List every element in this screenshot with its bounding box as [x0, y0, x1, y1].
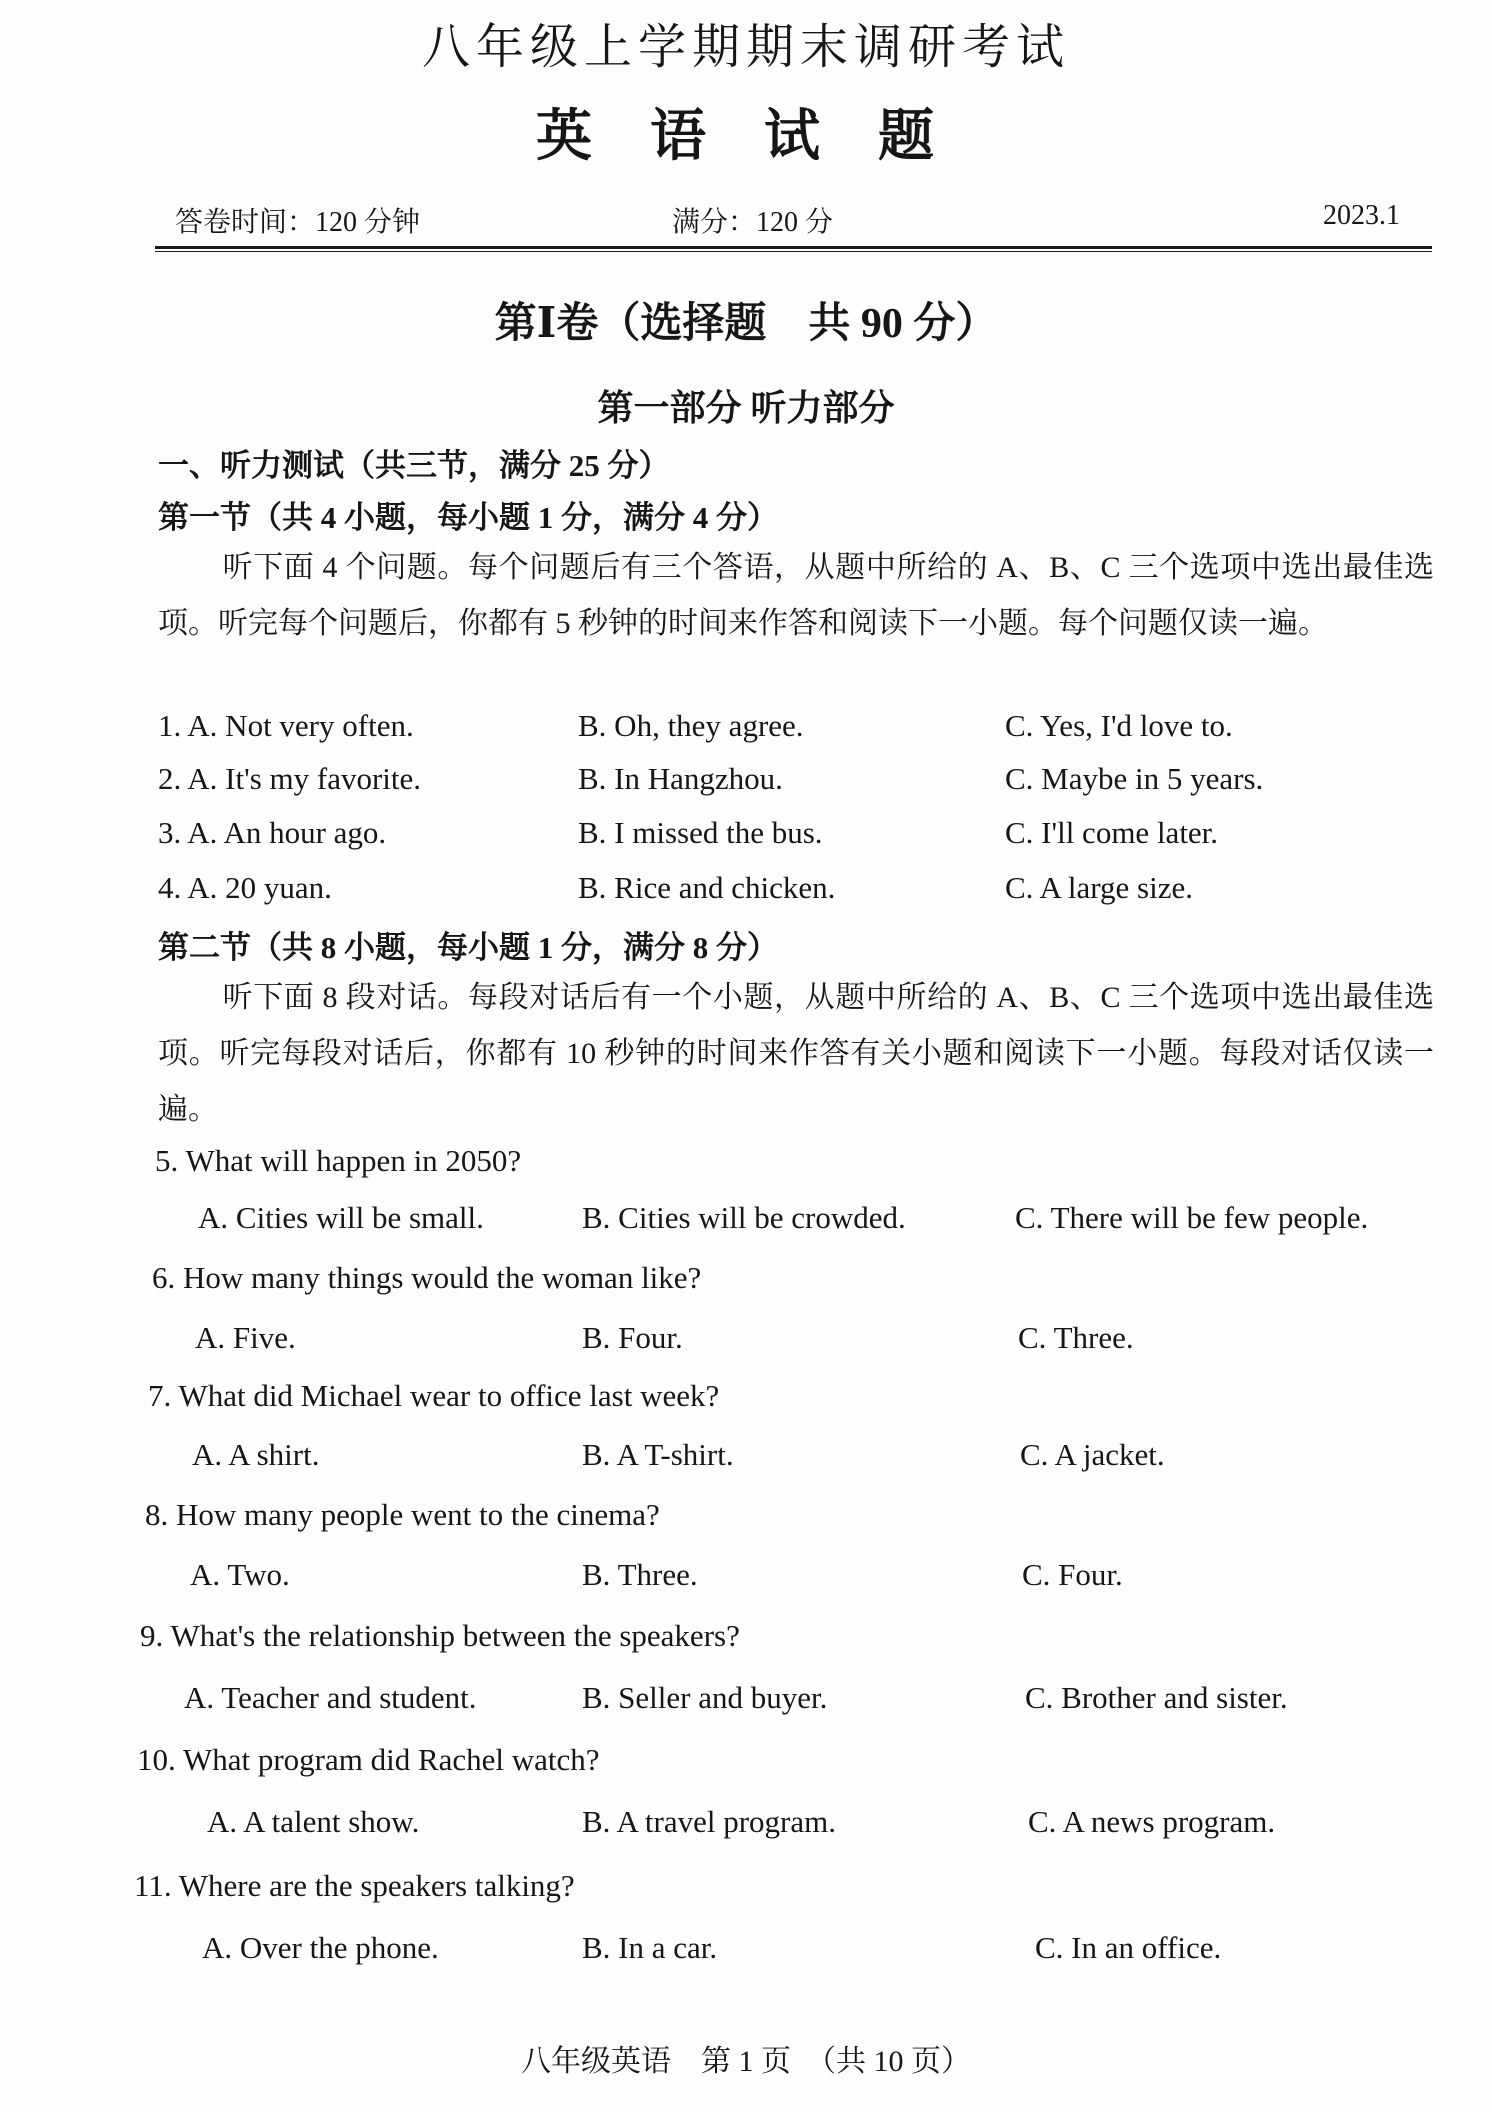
q10-option-b: B. A travel program. — [582, 1804, 836, 1839]
q11-question: 11. Where are the speakers talking? — [134, 1868, 575, 1903]
q5-question: 5. What will happen in 2050? — [155, 1143, 522, 1178]
q5-option-a: A. Cities will be small. — [198, 1200, 484, 1235]
q2-option-b: B. In Hangzhou. — [578, 761, 783, 796]
q10-option-a: A. A talent show. — [207, 1804, 420, 1839]
q6-option-b: B. Four. — [582, 1320, 683, 1355]
exam-title: 八年级上学期期末调研考试 — [421, 21, 1070, 74]
q1-option-b: B. Oh, they agree. — [578, 708, 804, 743]
q5-option-c: C. There will be few people. — [1015, 1200, 1369, 1235]
q4-option-b: B. Rice and chicken. — [578, 870, 836, 905]
subject-title: 英 语 试 题 — [536, 106, 956, 168]
section1-heading: 第一节（共 4 小题，每小题 1 分，满分 4 分） — [158, 500, 778, 535]
q8-option-a: A. Two. — [190, 1557, 290, 1592]
q2-option-c: C. Maybe in 5 years. — [1005, 761, 1264, 796]
q6-option-a: A. Five. — [195, 1320, 296, 1355]
q7-option-c: C. A jacket. — [1020, 1437, 1165, 1472]
q11-option-b: B. In a car. — [582, 1930, 718, 1965]
q8-option-c: C. Four. — [1022, 1557, 1123, 1592]
q9-question: 9. What's the relationship between the speakers? — [140, 1618, 740, 1653]
q9-option-a: A. Teacher and student. — [184, 1680, 477, 1715]
section2-heading: 第二节（共 8 小题，每小题 1 分，满分 8 分） — [158, 930, 778, 965]
exam-date: 2023.1 — [1323, 200, 1400, 231]
q6-question: 6. How many things would the woman like? — [152, 1260, 702, 1295]
q7-question: 7. What did Michael wear to office last week? — [148, 1378, 720, 1413]
header-rule — [155, 246, 1432, 252]
section2-instructions-text: 听下面 8 段对话。每段对话后有一个小题，从题中所给的 A、B、C 三个选项中选出最佳选项。听完每段对话后，你都有 10 秒钟的时间来作答有关小题和阅读下一小题。每段对话仅读一遍。 — [158, 981, 1434, 1126]
q4-option-c: C. A large size. — [1005, 870, 1193, 905]
q10-option-c: C. A news program. — [1028, 1804, 1276, 1839]
q11-option-c: C. In an office. — [1035, 1930, 1222, 1965]
q6-option-c: C. Three. — [1018, 1320, 1134, 1355]
q7-option-a: A. A shirt. — [192, 1437, 320, 1472]
q3-option-b: B. I missed the bus. — [578, 815, 823, 850]
q1-option-c: C. Yes, I'd love to. — [1005, 708, 1233, 743]
q7-option-b: B. A T-shirt. — [582, 1437, 734, 1472]
page-footer: 八年级英语 第 1 页 （共 10 页） — [521, 2045, 971, 2078]
q4-option-a: 4. A. 20 yuan. — [158, 870, 332, 905]
q9-option-b: B. Seller and buyer. — [582, 1680, 828, 1715]
section-heading: 一、听力测试（共三节，满分 25 分） — [158, 448, 670, 483]
q1-option-a: 1. A. Not very often. — [158, 708, 414, 743]
q8-question: 8. How many people went to the cinema? — [145, 1497, 660, 1532]
section2-instructions — [158, 970, 1434, 1138]
section1-instructions — [158, 540, 1434, 652]
full-score: 满分：120 分 — [672, 207, 834, 238]
q9-option-c: C. Brother and sister. — [1025, 1680, 1288, 1715]
q3-option-a: 3. A. An hour ago. — [158, 815, 387, 850]
q3-option-c: C. I'll come later. — [1005, 815, 1219, 850]
q8-option-b: B. Three. — [582, 1557, 698, 1592]
section1-instructions-text: 听下面 4 个问题。每个问题后有三个答语，从题中所给的 A、B、C 三个选项中选出最佳选项。听完每个问题后，你都有 5 秒钟的时间来作答和阅读下一小题。每个问题仅读一遍。 — [158, 551, 1434, 640]
q10-question: 10. What program did Rachel watch? — [137, 1742, 600, 1777]
q11-option-a: A. Over the phone. — [202, 1930, 439, 1965]
q2-option-a: 2. A. It's my favorite. — [158, 761, 422, 796]
volume-title: 第Ⅰ卷（选择题 共 90 分） — [494, 301, 998, 347]
part-title: 第一部分 听力部分 — [597, 388, 895, 428]
time-limit: 答卷时间：120 分钟 — [175, 207, 421, 238]
q5-option-b: B. Cities will be crowded. — [582, 1200, 906, 1235]
